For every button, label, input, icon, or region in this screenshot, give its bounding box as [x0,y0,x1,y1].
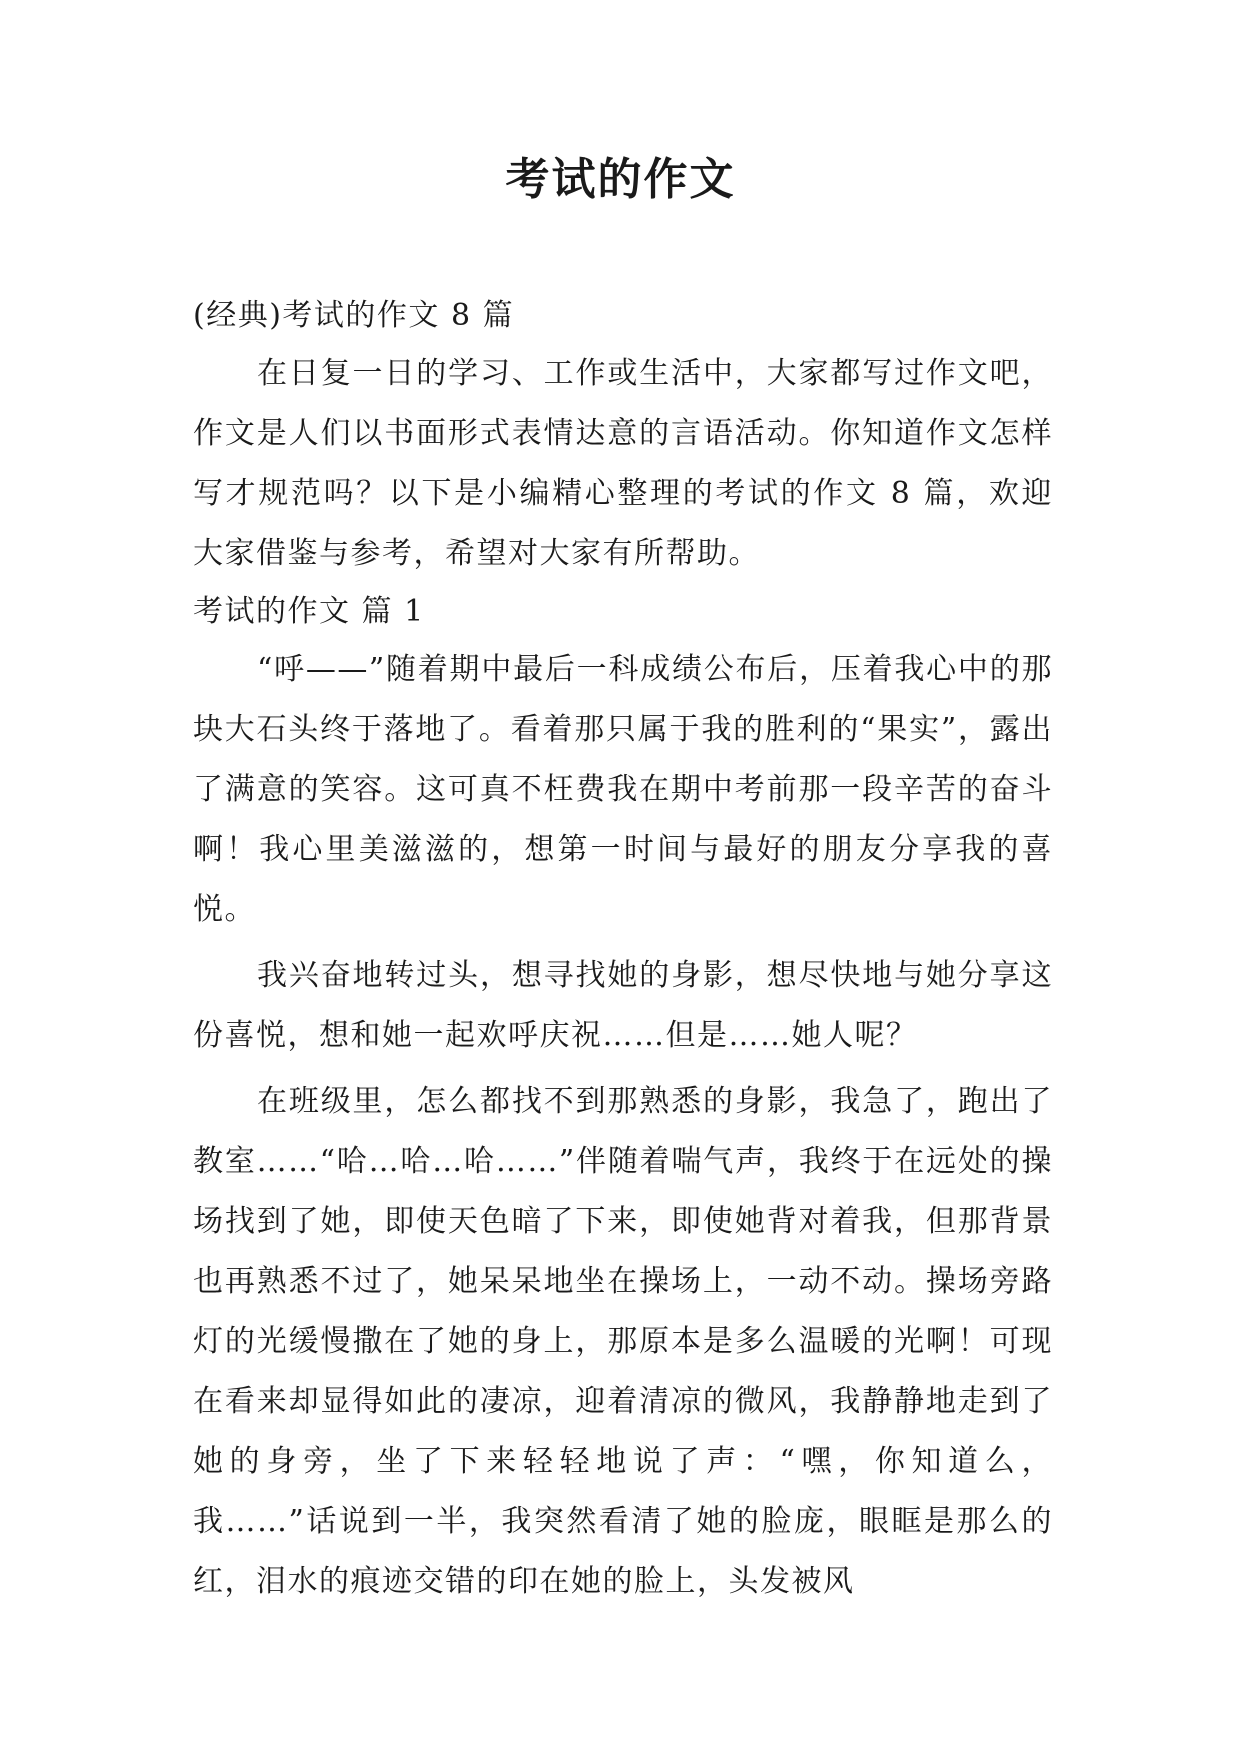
body-paragraph: “呼——”随着期中最后一科成绩公布后，压着我心中的那块大石头终于落地了。看着那只属于我的胜利的“果实”，露出了满意的笑容。这可真不枉费我在期中考前那一段辛苦的奋斗啊！我心里美滋滋的，想第一时间与最好的朋友分享我的喜悦。 [193,652,1053,927]
intro-paragraph: 在日复一日的学习、工作或生活中，大家都写过作文吧，作文是人们以书面形式表情达意的言语活动。你知道作文怎样写才规范吗？以下是小编精心整理的考试的作文 8 篇，欢迎大家借鉴与参考，希望对大家有所帮助。 [193,356,1053,571]
document-subtitle: (经典)考试的作文 8 篇 [193,298,515,333]
page-title: 考试的作文 [505,154,736,205]
document-body [193,288,1053,1612]
section-heading: 考试的作文 篇 1 [193,594,425,629]
body-paragraph: 在班级里，怎么都找不到那熟悉的身影，我急了，跑出了教室……“哈…哈…哈……”伴随着喘气声，我终于在远处的操场找到了她，即使天色暗了下来，即使她背对着我，但那背景也再熟悉不过了，她呆呆地坐在操场上，一动不动。操场旁路灯的光缓慢撒在了她的身上，那原本是多么温暖的光啊！可现在看来却显得如此的凄凉，迎着清凉的微风，我静静地走到了她的身旁，坐了下来轻轻地说了声：“嘿，你知道么，我……”话说到一半，我突然看清了她的脸庞，眼眶是那么的红，泪水的痕迹交错的印在她的脸上，头发被风 [193,1084,1053,1599]
body-paragraph: 我兴奋地转过头，想寻找她的身影，想尽快地与她分享这份喜悦，想和她一起欢呼庆祝……但是……她人呢？ [193,958,1053,1053]
